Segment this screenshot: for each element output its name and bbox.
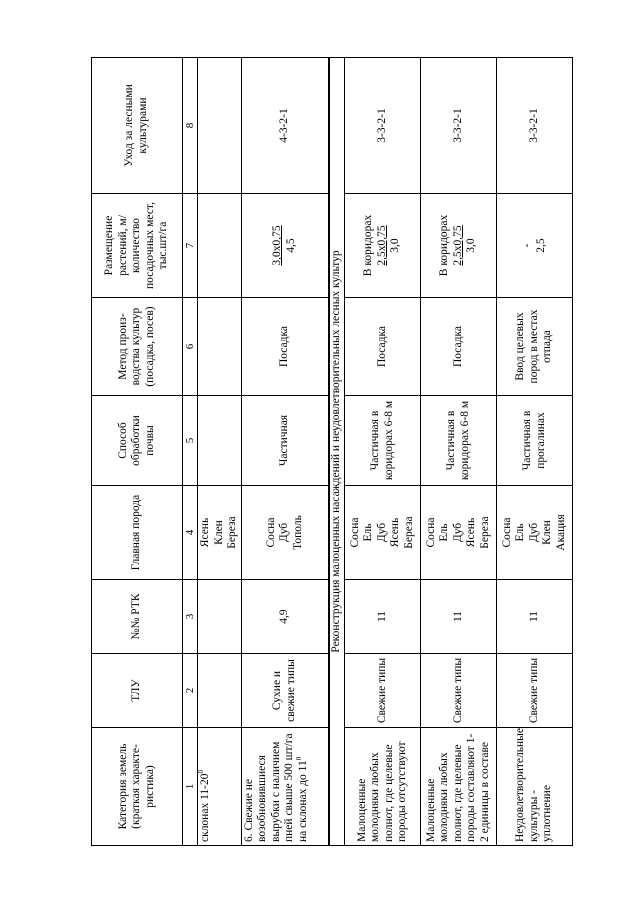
placement-cell: 3,0х0,75 4,5 — [241, 194, 329, 298]
category-cell: Неудовлетворительные культуры - уплотнение — [497, 728, 573, 846]
tlu-cell: Свежие типы — [421, 654, 497, 728]
method-cell: Посадка — [345, 298, 421, 396]
tlu-cell: Свежие типы — [497, 654, 573, 728]
species-cell: Сосна Дуб Тополь — [241, 486, 329, 580]
rtk-cell: 4,9 — [241, 580, 329, 654]
care-cell: 3-3-2-1 — [421, 58, 497, 194]
section-row — [329, 58, 345, 846]
header-method: Метод произ-водства культур (посадка, посев) — [92, 298, 183, 396]
tlu-cell: Свежие типы — [345, 654, 421, 728]
species-cell: Ясень Клен Береза — [198, 486, 242, 580]
rtk-cell: 11 — [345, 580, 421, 654]
species-cell: Сосна Ель Дуб Ясень Береза — [421, 486, 497, 580]
table-row-b — [421, 58, 497, 846]
header-category: Категория земель (краткая характе-ристика) — [92, 728, 183, 846]
method-cell: Ввод целевых пород в местах отпада — [497, 298, 573, 396]
col-number: 1 — [183, 728, 198, 846]
category-cell: Малоценные молодняки любых полнот, где целевые породы отсутствуют — [345, 728, 421, 846]
category-cell: Малоценные молодняки любых полнот, где целевые породы составляют 1-2 единицы в составе — [421, 728, 497, 846]
method-cell: Посадка — [241, 298, 329, 396]
species-cell: Сосна Ель Дуб Ясень Береза — [345, 486, 421, 580]
category-cell: 6. Свежие не возобновившиеся вырубки с наличием пней свыше 500 шт/га на склонах до $11^0$ — [241, 728, 329, 846]
tlu-cell: Сухие и свежие типы — [241, 654, 329, 728]
method-cell: Посадка — [421, 298, 497, 396]
col-number: 2 — [183, 654, 198, 728]
header-species: Главная порода — [92, 486, 183, 580]
header-care: Уход за лесными культурами — [92, 58, 183, 194]
column-number-row — [183, 58, 198, 846]
table-row-c — [497, 58, 573, 846]
rtk-cell: 11 — [421, 580, 497, 654]
col-number: 7 — [183, 194, 198, 298]
table-row-6 — [241, 58, 329, 846]
col-number: 4 — [183, 486, 198, 580]
col-number: 5 — [183, 396, 198, 486]
placement-cell: - 2,5 — [497, 194, 573, 298]
placement-cell: В коридорах 2,5х0,75 3,0 — [345, 194, 421, 298]
care-cell: 4-3-2-1 — [241, 58, 329, 194]
col-number: 6 — [183, 298, 198, 396]
soil-cell: Частичная — [241, 396, 329, 486]
table-row-a — [345, 58, 421, 846]
soil-cell: Частичная в прогалинах — [497, 396, 573, 486]
care-cell: 3-3-2-1 — [345, 58, 421, 194]
section-title: Реконструкция малоценных насаждений и неудовлетворительных лесных культур — [329, 58, 345, 846]
header-row — [92, 58, 183, 846]
table-row-continued — [198, 58, 242, 846]
soil-cell: Частичная в коридорах 6-8 м — [345, 396, 421, 486]
header-rtk: №№ РТК — [92, 580, 183, 654]
category-cell: склонах $11-20^0$ — [198, 728, 242, 846]
placement-cell: В коридорах 2,5х0,75 3,0 — [421, 194, 497, 298]
header-placement: Размещение растений, м/количество посадочных мест, тыс.шт/га — [92, 194, 183, 298]
col-number: 3 — [183, 580, 198, 654]
care-cell: 3-3-2-1 — [497, 58, 573, 194]
rotated-page — [91, 58, 568, 846]
rtk-cell: 11 — [497, 580, 573, 654]
header-tlu: ТЛУ — [92, 654, 183, 728]
forest-culture-table — [91, 57, 573, 846]
soil-cell: Частичная в коридорах 6-8 м — [421, 396, 497, 486]
col-number: 8 — [183, 58, 198, 194]
header-soil: Способ обработки почвы — [92, 396, 183, 486]
species-cell: Сосна Ель Дуб Клен Акация — [497, 486, 573, 580]
